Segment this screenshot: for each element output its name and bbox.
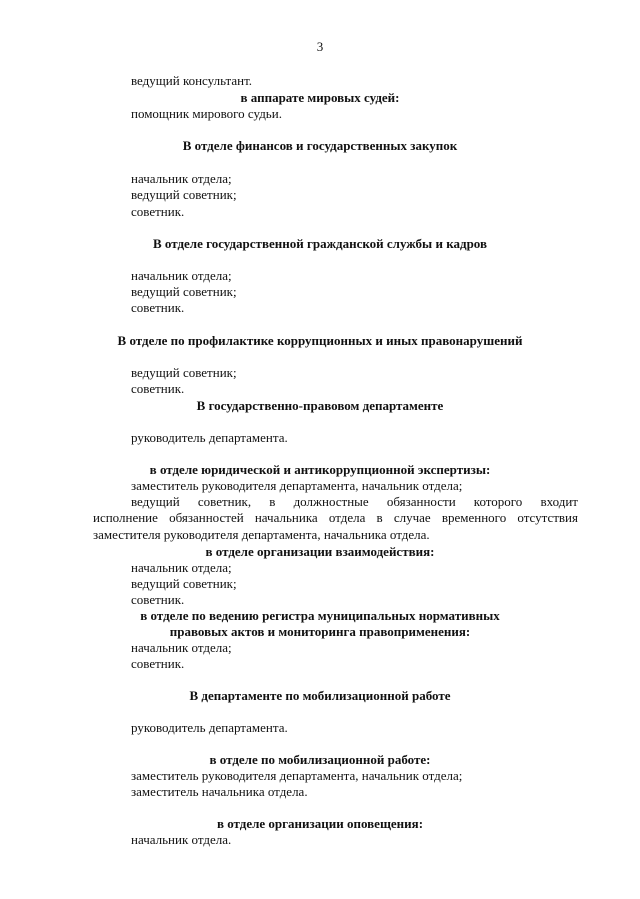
section-subheading: в отделе юридической и антикоррупционной экспертизы: (149, 462, 491, 477)
section-heading: В отделе государственной гражданской службы и кадров (153, 236, 487, 251)
list-item: руководитель департамента. (131, 720, 288, 735)
list-item: ведущий советник; (131, 284, 237, 299)
list-item: ведущий советник; (131, 365, 237, 380)
section-subheading: в отделе организации взаимодействия: (205, 544, 435, 559)
list-item: заместитель начальника отдела. (131, 784, 308, 799)
paragraph-line: исполнение обязанностей начальника отдела в случае временного отсутствия (93, 510, 578, 525)
list-item: начальник отдела; (131, 171, 232, 186)
list-item: советник. (131, 300, 185, 315)
list-item: начальник отдела; (131, 640, 232, 655)
list-item: руководитель департамента. (131, 430, 288, 445)
list-item: советник. (131, 656, 185, 671)
list-item: начальник отдела; (131, 268, 232, 283)
list-item: заместитель руководителя департамента, начальник отдела; (131, 768, 463, 783)
list-item: ведущий советник; (131, 187, 237, 202)
section-heading: В государственно-правовом департаменте (196, 398, 444, 413)
section-subheading: в отделе организации оповещения: (216, 816, 424, 831)
list-item: начальник отдела. (131, 832, 232, 847)
section-subheading: в аппарате мировых судей: (240, 90, 400, 105)
list-item: ведущий консультант. (131, 73, 253, 88)
page-number: 3 (316, 39, 324, 54)
section-heading: В отделе по профилактике коррупционных и иных правонарушений (117, 333, 523, 348)
list-item: заместитель руководителя департамента, начальник отдела; (131, 478, 463, 493)
paragraph-line: заместителя руководителя департамента, начальника отдела. (93, 527, 430, 542)
list-item: советник. (131, 204, 185, 219)
paragraph-line: ведущий советник, в должностные обязанности которого входит (131, 494, 578, 509)
list-item: ведущий советник; (131, 576, 237, 591)
list-item: начальник отдела; (131, 560, 232, 575)
section-heading: В департаменте по мобилизационной работе (189, 688, 451, 703)
list-item: советник. (131, 381, 185, 396)
section-subheading: правовых актов и мониторинга правоприменения: (169, 624, 471, 639)
section-subheading: в отделе по ведению регистра муниципальных нормативных (140, 608, 500, 623)
section-subheading: в отделе по мобилизационной работе: (209, 752, 431, 767)
list-item: помощник мирового судьи. (131, 106, 282, 121)
section-heading: В отделе финансов и государственных закупок (182, 138, 458, 153)
list-item: советник. (131, 592, 185, 607)
